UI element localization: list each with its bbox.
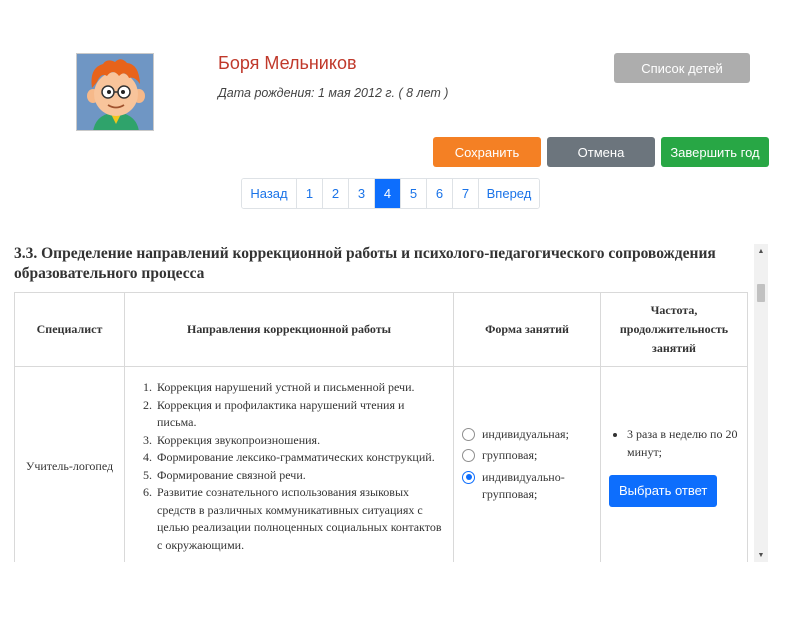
form-option-label: групповая; (482, 448, 538, 462)
header-form: Форма занятий (454, 293, 601, 367)
form-option-group[interactable] (462, 447, 592, 465)
choose-answer-button[interactable]: Выбрать ответ (609, 475, 717, 507)
header-specialist: Специалист (15, 293, 125, 367)
page-6[interactable]: 6 (427, 179, 453, 208)
cartoon-boy-avatar-icon (77, 54, 154, 131)
birth-date: Дата рождения: 1 мая 2012 г. ( 8 лет ) (218, 86, 449, 100)
cell-form (454, 367, 601, 563)
pagination-next[interactable]: Вперед (479, 179, 539, 208)
cancel-button[interactable]: Отмена (547, 137, 655, 167)
form-option-individual-group[interactable] (462, 469, 592, 504)
direction-item: 5. Формирование связной речи. (155, 467, 445, 485)
table-row (15, 367, 748, 563)
cell-directions (125, 367, 454, 563)
scroll-up-arrow-icon[interactable]: ▲ (757, 247, 765, 255)
child-avatar (76, 53, 154, 131)
cell-specialist: Учитель-логопед (15, 367, 125, 563)
header-frequency: Частота, продолжительность занятий (601, 293, 748, 367)
page-4-current[interactable]: 4 (375, 179, 401, 208)
radio-group[interactable] (462, 449, 475, 462)
finish-year-button[interactable]: Завершить год (661, 137, 769, 167)
child-name: Боря Мельников (218, 53, 357, 73)
frequency-item: • 3 раза в неделю по 20 минут; (627, 426, 739, 461)
direction-item: 3. Коррекция звукопроизношения. (155, 432, 445, 450)
section-title: 3.3. Определение направлений коррекционной работы и психолого-педагогического сопровождения образовательного процесса (14, 245, 716, 282)
page-7[interactable]: 7 (453, 179, 479, 208)
page-5[interactable]: 5 (401, 179, 427, 208)
form-option-individual[interactable] (462, 426, 592, 444)
content-panel (14, 244, 754, 562)
direction-item: 4. Формирование лексико-грамматических конструкций. (155, 449, 445, 467)
page-3[interactable]: 3 (349, 179, 375, 208)
scroll-down-arrow-icon[interactable]: ▼ (757, 551, 765, 559)
directions-list (133, 379, 445, 554)
save-button[interactable]: Сохранить (433, 137, 541, 167)
children-list-button[interactable]: Список детей (614, 53, 750, 83)
header-directions: Направления коррекционной работы (125, 293, 454, 367)
direction-item: 6. Развитие сознательного использования языковых средств в различных коммуникативных ситуациях с целью реализации полноценных социальных контактов с окружающими. (155, 484, 445, 554)
frequency-list (609, 426, 739, 461)
scrollbar-thumb[interactable] (757, 284, 765, 302)
direction-item: 1. Коррекция нарушений устной и письменной речи. (155, 379, 445, 397)
cell-frequency (601, 367, 748, 563)
page-2[interactable]: 2 (323, 179, 349, 208)
pagination (241, 178, 540, 209)
correction-table (14, 292, 748, 562)
pagination-back[interactable]: Назад (242, 179, 297, 208)
page-1[interactable]: 1 (297, 179, 323, 208)
vertical-scrollbar[interactable] (754, 244, 768, 562)
form-option-label: индивидуальная; (482, 426, 569, 441)
radio-individual-group[interactable] (462, 471, 475, 484)
radio-individual[interactable] (462, 428, 475, 441)
form-option-label: индивидуально-групповая; (482, 469, 565, 501)
direction-item: 2. Коррекция и профилактика нарушений чтения и письма. (155, 397, 445, 432)
table-header-row (15, 293, 748, 367)
